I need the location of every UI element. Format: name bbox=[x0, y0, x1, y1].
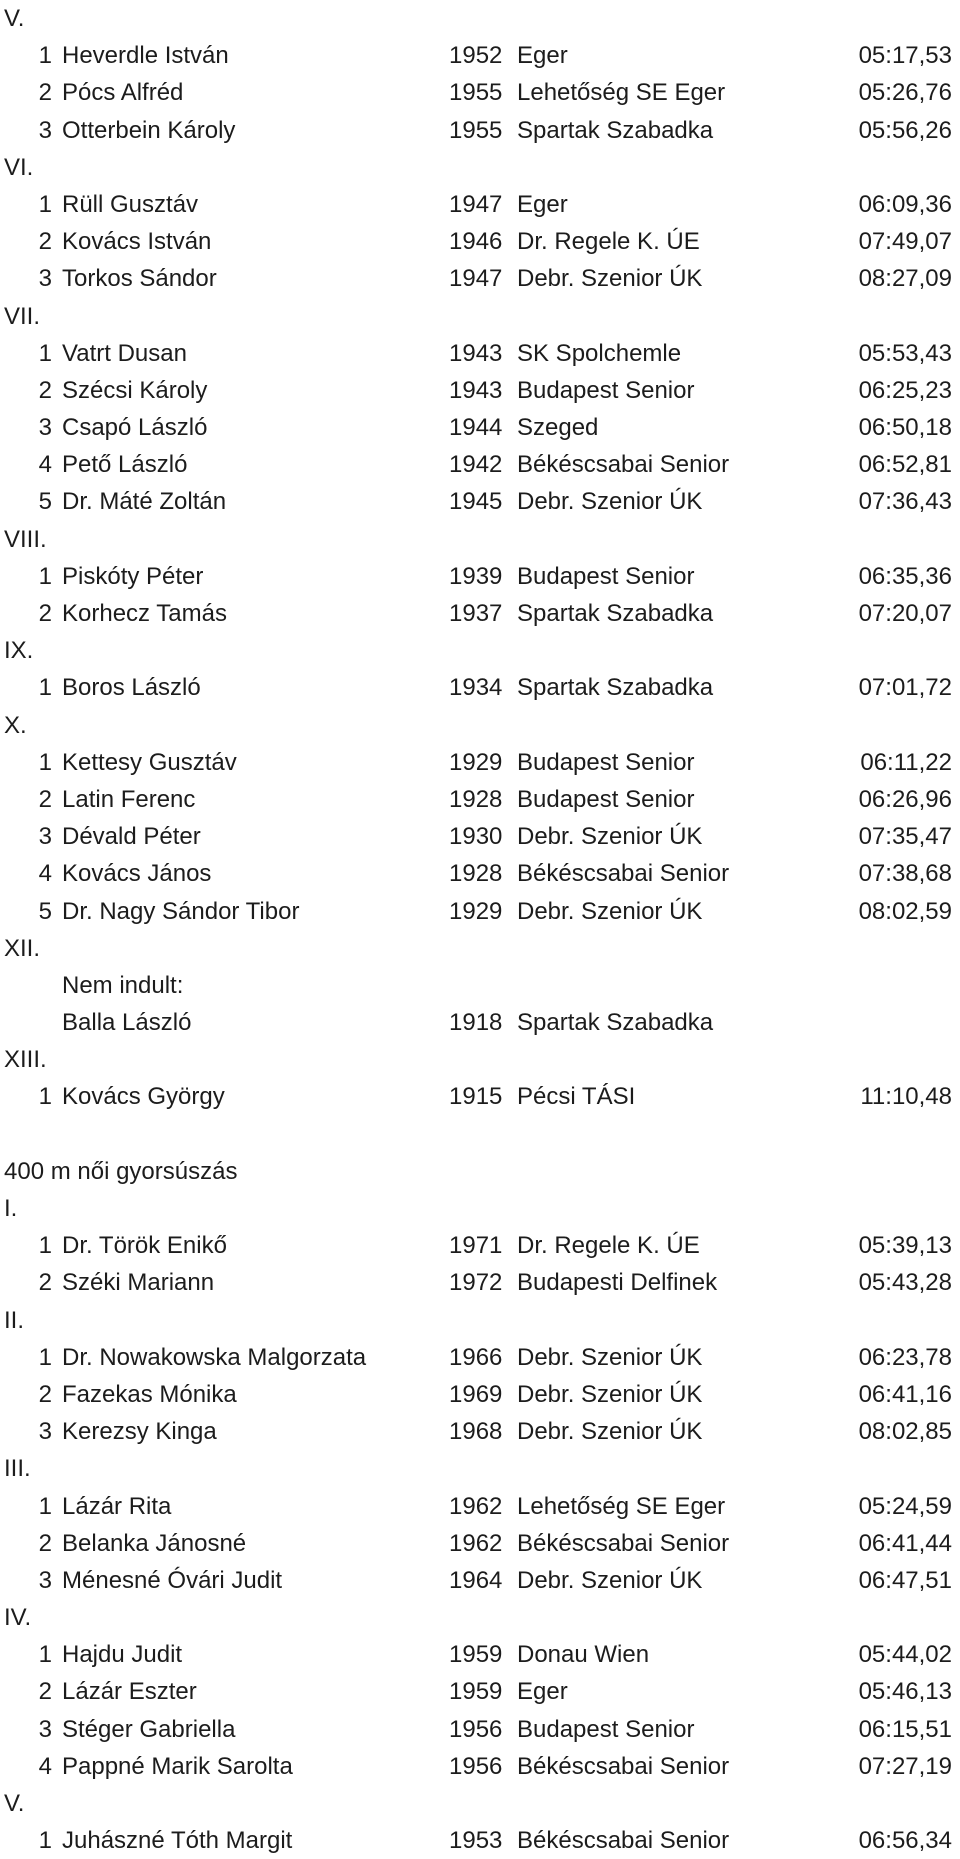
age-category-row bbox=[0, 298, 960, 335]
result-row bbox=[0, 260, 960, 297]
result-row bbox=[0, 744, 960, 781]
club-name: Budapest Senior bbox=[517, 376, 695, 404]
finish-time: 06:41,44 bbox=[858, 1529, 952, 1557]
result-row bbox=[0, 781, 960, 818]
spacer-row bbox=[0, 1116, 960, 1153]
birth-year: 1947 bbox=[449, 265, 503, 293]
swimmer-name: Kerezsy Kinga bbox=[62, 1418, 217, 1446]
birth-year: 1929 bbox=[449, 748, 503, 776]
place-number: 3 bbox=[38, 823, 52, 851]
place-number: 1 bbox=[38, 674, 52, 702]
age-category-label: VI. bbox=[4, 153, 34, 181]
swimmer-name: Pócs Alfréd bbox=[62, 79, 184, 107]
place-number: 2 bbox=[38, 376, 52, 404]
finish-time: 06:47,51 bbox=[858, 1566, 952, 1594]
result-row bbox=[0, 186, 960, 223]
club-name: Békéscsabai Senior bbox=[517, 860, 730, 888]
result-row bbox=[0, 223, 960, 260]
age-category-row bbox=[0, 1302, 960, 1339]
result-row bbox=[0, 1376, 960, 1413]
finish-time: 06:35,36 bbox=[858, 562, 952, 590]
age-category-label: VII. bbox=[4, 302, 41, 330]
finish-time: 05:17,53 bbox=[858, 42, 952, 70]
club-name: Spartak Szabadka bbox=[517, 116, 714, 144]
place-number: 1 bbox=[38, 190, 52, 218]
birth-year: 1934 bbox=[449, 674, 503, 702]
result-row bbox=[0, 1562, 960, 1599]
place-number: 3 bbox=[38, 1566, 52, 1594]
birth-year: 1959 bbox=[449, 1641, 503, 1669]
birth-year: 1945 bbox=[449, 488, 503, 516]
place-number: 2 bbox=[38, 1269, 52, 1297]
birth-year: 1943 bbox=[449, 339, 503, 367]
age-category-label: IV. bbox=[4, 1604, 32, 1632]
club-name: Eger bbox=[517, 1678, 568, 1706]
swimmer-name: Stéger Gabriella bbox=[62, 1715, 236, 1743]
birth-year: 1937 bbox=[449, 600, 503, 627]
swimmer-name: Kettesy Gusztáv bbox=[62, 748, 237, 776]
swimmer-name: Piskóty Péter bbox=[62, 562, 204, 590]
swimmer-name: Balla László bbox=[62, 1009, 192, 1037]
birth-year: 1969 bbox=[449, 1380, 503, 1408]
result-row bbox=[0, 1004, 960, 1041]
finish-time: 06:41,16 bbox=[858, 1380, 952, 1408]
result-row bbox=[0, 1339, 960, 1376]
age-category-label: II. bbox=[4, 1306, 25, 1334]
birth-year: 1971 bbox=[449, 1232, 503, 1260]
place-number: 1 bbox=[38, 1827, 52, 1855]
birth-year: 1929 bbox=[449, 897, 503, 925]
result-row bbox=[0, 818, 960, 855]
swimmer-name: Kovács György bbox=[62, 1083, 225, 1111]
swimmer-name: Hajdu Judit bbox=[62, 1641, 183, 1669]
birth-year: 1959 bbox=[449, 1678, 503, 1706]
age-category-row bbox=[0, 930, 960, 967]
swimmer-name: Dr. Török Enikő bbox=[62, 1232, 227, 1260]
place-number: 3 bbox=[38, 1418, 52, 1446]
swimmer-name: Rüll Gusztáv bbox=[62, 190, 199, 218]
place-number: 5 bbox=[38, 897, 52, 925]
club-name: SK Spolchemle bbox=[517, 339, 682, 367]
age-category-label: IX. bbox=[4, 637, 34, 665]
event-heading-row bbox=[0, 1153, 960, 1190]
finish-time: 08:02,59 bbox=[858, 897, 952, 925]
swimmer-name: Vatrt Dusan bbox=[62, 339, 187, 367]
birth-year: 1962 bbox=[449, 1492, 503, 1520]
age-category-row bbox=[0, 1599, 960, 1636]
birth-year: 1939 bbox=[449, 562, 503, 590]
finish-time: 06:11,22 bbox=[860, 748, 952, 776]
birth-year: 1953 bbox=[449, 1827, 503, 1855]
place-number: 2 bbox=[38, 600, 52, 627]
club-name: Spartak Szabadka bbox=[517, 674, 714, 702]
place-number: 2 bbox=[38, 228, 52, 256]
birth-year: 1915 bbox=[449, 1083, 503, 1111]
club-name: Spartak Szabadka bbox=[517, 1009, 714, 1037]
swimmer-name: Fazekas Mónika bbox=[62, 1380, 237, 1408]
finish-time: 11:10,48 bbox=[860, 1083, 952, 1111]
place-number: 1 bbox=[38, 339, 52, 367]
result-row bbox=[0, 74, 960, 111]
age-category-label: XIII. bbox=[4, 1046, 47, 1074]
finish-time: 06:26,96 bbox=[858, 785, 952, 813]
age-category-label: V. bbox=[4, 1790, 25, 1817]
result-row bbox=[0, 335, 960, 372]
birth-year: 1942 bbox=[449, 451, 503, 479]
age-category-row bbox=[0, 1450, 960, 1487]
birth-year: 1943 bbox=[449, 376, 503, 404]
result-row bbox=[0, 1711, 960, 1748]
finish-time: 05:56,26 bbox=[858, 116, 952, 144]
age-category-row bbox=[0, 149, 960, 186]
place-number: 1 bbox=[38, 42, 52, 70]
finish-time: 06:50,18 bbox=[858, 414, 952, 442]
place-number: 1 bbox=[38, 1492, 52, 1520]
birth-year: 1966 bbox=[449, 1343, 503, 1371]
birth-year: 1944 bbox=[449, 414, 503, 442]
birth-year: 1928 bbox=[449, 860, 503, 888]
swimmer-name: Lázár Rita bbox=[62, 1492, 172, 1520]
result-row bbox=[0, 1636, 960, 1673]
finish-time: 08:02,85 bbox=[858, 1418, 952, 1446]
result-row bbox=[0, 37, 960, 74]
club-name: Budapest Senior bbox=[517, 562, 695, 590]
finish-time: 06:15,51 bbox=[858, 1715, 952, 1743]
club-name: Budapest Senior bbox=[517, 785, 695, 813]
swimmer-name: Belanka Jánosné bbox=[62, 1529, 247, 1557]
birth-year: 1952 bbox=[449, 42, 503, 70]
place-number: 2 bbox=[38, 79, 52, 107]
result-row bbox=[0, 1748, 960, 1785]
age-category-label: XII. bbox=[4, 934, 41, 962]
swimmer-name: Kovács István bbox=[62, 228, 212, 256]
swimmer-name: Nem indult: bbox=[62, 971, 184, 999]
result-row bbox=[0, 595, 960, 632]
birth-year: 1947 bbox=[449, 190, 503, 218]
result-row bbox=[0, 372, 960, 409]
result-row bbox=[0, 558, 960, 595]
finish-time: 07:49,07 bbox=[858, 228, 952, 256]
finish-time: 05:39,13 bbox=[858, 1232, 952, 1260]
swimmer-name: Dr. Nowakowska Malgorzata bbox=[62, 1343, 367, 1371]
swimmer-name: Torkos Sándor bbox=[62, 265, 217, 293]
finish-time: 06:52,81 bbox=[858, 451, 952, 479]
birth-year: 1972 bbox=[449, 1269, 503, 1297]
finish-time: 07:36,43 bbox=[858, 488, 952, 516]
age-category-label: III. bbox=[4, 1455, 31, 1483]
club-name: Lehetőség SE Eger bbox=[517, 79, 726, 107]
birth-year: 1956 bbox=[449, 1752, 503, 1780]
finish-time: 06:09,36 bbox=[858, 190, 952, 218]
birth-year: 1930 bbox=[449, 823, 503, 851]
club-name: Debr. Szenior ÚK bbox=[517, 488, 703, 516]
swimmer-name: Csapó László bbox=[62, 414, 208, 442]
event-heading: 400 m női gyorsúszás bbox=[4, 1157, 238, 1185]
birth-year: 1968 bbox=[449, 1418, 503, 1446]
place-number: 5 bbox=[38, 488, 52, 516]
birth-year: 1956 bbox=[449, 1715, 503, 1743]
club-name: Debr. Szenior ÚK bbox=[517, 1380, 703, 1408]
club-name: Spartak Szabadka bbox=[517, 600, 714, 627]
swimmer-name: Heverdle István bbox=[62, 42, 229, 70]
age-category-row bbox=[0, 1190, 960, 1227]
club-name: Debr. Szenior ÚK bbox=[517, 1343, 703, 1371]
finish-time: 05:24,59 bbox=[858, 1492, 952, 1520]
club-name: Békéscsabai Senior bbox=[517, 1752, 730, 1780]
birth-year: 1918 bbox=[449, 1009, 503, 1037]
swimmer-name: Korhecz Tamás bbox=[62, 600, 227, 627]
club-name: Eger bbox=[517, 190, 568, 218]
place-number: 1 bbox=[38, 562, 52, 590]
finish-time: 07:20,07 bbox=[858, 600, 952, 627]
result-row bbox=[0, 855, 960, 892]
age-category-label: X. bbox=[4, 711, 27, 739]
club-name: Debr. Szenior ÚK bbox=[517, 265, 703, 293]
birth-year: 1962 bbox=[449, 1529, 503, 1557]
swimmer-name: Ménesné Óvári Judit bbox=[62, 1566, 283, 1594]
swimmer-name: Pető László bbox=[62, 451, 188, 479]
age-category-row bbox=[0, 1785, 960, 1822]
club-name: Békéscsabai Senior bbox=[517, 1529, 730, 1557]
result-row bbox=[0, 1673, 960, 1710]
swimmer-name: Szécsi Károly bbox=[62, 376, 208, 404]
result-row bbox=[0, 967, 960, 1004]
club-name: Békéscsabai Senior bbox=[517, 451, 730, 479]
swimmer-name: Dr. Nagy Sándor Tibor bbox=[62, 897, 300, 925]
age-category-label: VIII. bbox=[4, 525, 47, 553]
club-name: Debr. Szenior ÚK bbox=[517, 1418, 703, 1446]
birth-year: 1946 bbox=[449, 228, 503, 256]
place-number: 1 bbox=[38, 748, 52, 776]
swimmer-name: Otterbein Károly bbox=[62, 116, 236, 144]
club-name: Pécsi TÁSI bbox=[517, 1083, 636, 1111]
place-number: 2 bbox=[38, 1529, 52, 1557]
birth-year: 1955 bbox=[449, 79, 503, 107]
age-category-row bbox=[0, 521, 960, 558]
birth-year: 1928 bbox=[449, 785, 503, 813]
club-name: Budapesti Delfinek bbox=[517, 1269, 718, 1297]
result-row bbox=[0, 1078, 960, 1115]
finish-time: 08:27,09 bbox=[858, 265, 952, 293]
finish-time: 07:38,68 bbox=[858, 860, 952, 888]
place-number: 1 bbox=[38, 1343, 52, 1371]
swimmer-name: Latin Ferenc bbox=[62, 785, 196, 813]
club-name: Budapest Senior bbox=[517, 1715, 695, 1743]
result-row bbox=[0, 1227, 960, 1264]
place-number: 4 bbox=[38, 451, 52, 479]
swimmer-name: Juhászné Tóth Margit bbox=[62, 1827, 293, 1855]
finish-time: 05:43,28 bbox=[858, 1269, 952, 1297]
finish-time: 05:53,43 bbox=[858, 339, 952, 367]
finish-time: 06:56,34 bbox=[858, 1827, 952, 1855]
place-number: 3 bbox=[38, 116, 52, 144]
place-number: 1 bbox=[38, 1641, 52, 1669]
club-name: Dr. Regele K. ÚE bbox=[517, 1232, 700, 1260]
finish-time: 05:46,13 bbox=[858, 1678, 952, 1706]
club-name: Debr. Szenior ÚK bbox=[517, 897, 703, 925]
finish-time: 07:01,72 bbox=[858, 674, 952, 702]
result-row bbox=[0, 1822, 960, 1859]
birth-year: 1955 bbox=[449, 116, 503, 144]
place-number: 4 bbox=[38, 860, 52, 888]
place-number: 3 bbox=[38, 1715, 52, 1743]
finish-time: 05:44,02 bbox=[858, 1641, 952, 1669]
club-name: Debr. Szenior ÚK bbox=[517, 1566, 703, 1594]
finish-time: 05:26,76 bbox=[858, 79, 952, 107]
swimmer-name: Széki Mariann bbox=[62, 1269, 215, 1297]
place-number: 3 bbox=[38, 265, 52, 293]
age-category-row bbox=[0, 632, 960, 669]
place-number: 2 bbox=[38, 1380, 52, 1408]
place-number: 2 bbox=[38, 785, 52, 813]
swimmer-name: Lázár Eszter bbox=[62, 1678, 197, 1706]
result-row bbox=[0, 446, 960, 483]
club-name: Békéscsabai Senior bbox=[517, 1827, 730, 1855]
club-name: Dr. Regele K. ÚE bbox=[517, 228, 700, 256]
finish-time: 07:35,47 bbox=[858, 823, 952, 851]
place-number: 1 bbox=[38, 1083, 52, 1111]
swimmer-name: Dr. Máté Zoltán bbox=[62, 488, 227, 516]
age-category-row bbox=[0, 707, 960, 744]
age-category-label: V. bbox=[4, 5, 25, 32]
swimmer-name: Dévald Péter bbox=[62, 823, 201, 851]
club-name: Lehetőség SE Eger bbox=[517, 1492, 726, 1520]
club-name: Szeged bbox=[517, 414, 599, 442]
result-row bbox=[0, 409, 960, 446]
age-category-label: I. bbox=[4, 1195, 18, 1222]
result-row bbox=[0, 483, 960, 520]
club-name: Eger bbox=[517, 42, 568, 70]
result-row bbox=[0, 1413, 960, 1450]
birth-year: 1964 bbox=[449, 1566, 503, 1594]
place-number: 3 bbox=[38, 414, 52, 442]
result-row bbox=[0, 669, 960, 706]
result-row bbox=[0, 112, 960, 149]
finish-time: 06:23,78 bbox=[858, 1343, 952, 1371]
place-number: 2 bbox=[38, 1678, 52, 1706]
finish-time: 07:27,19 bbox=[858, 1752, 952, 1780]
swimmer-name: Boros László bbox=[62, 674, 201, 702]
age-category-row bbox=[0, 0, 960, 37]
age-category-row bbox=[0, 1041, 960, 1078]
result-row bbox=[0, 1488, 960, 1525]
result-row bbox=[0, 893, 960, 930]
finish-time: 06:25,23 bbox=[858, 376, 952, 404]
club-name: Donau Wien bbox=[517, 1641, 650, 1669]
club-name: Debr. Szenior ÚK bbox=[517, 823, 703, 851]
swimmer-name: Kovács János bbox=[62, 860, 212, 888]
place-number: 1 bbox=[38, 1232, 52, 1260]
swimmer-name: Pappné Marik Sarolta bbox=[62, 1752, 293, 1780]
place-number: 4 bbox=[38, 1752, 52, 1780]
result-row bbox=[0, 1264, 960, 1301]
result-row bbox=[0, 1525, 960, 1562]
club-name: Budapest Senior bbox=[517, 748, 695, 776]
